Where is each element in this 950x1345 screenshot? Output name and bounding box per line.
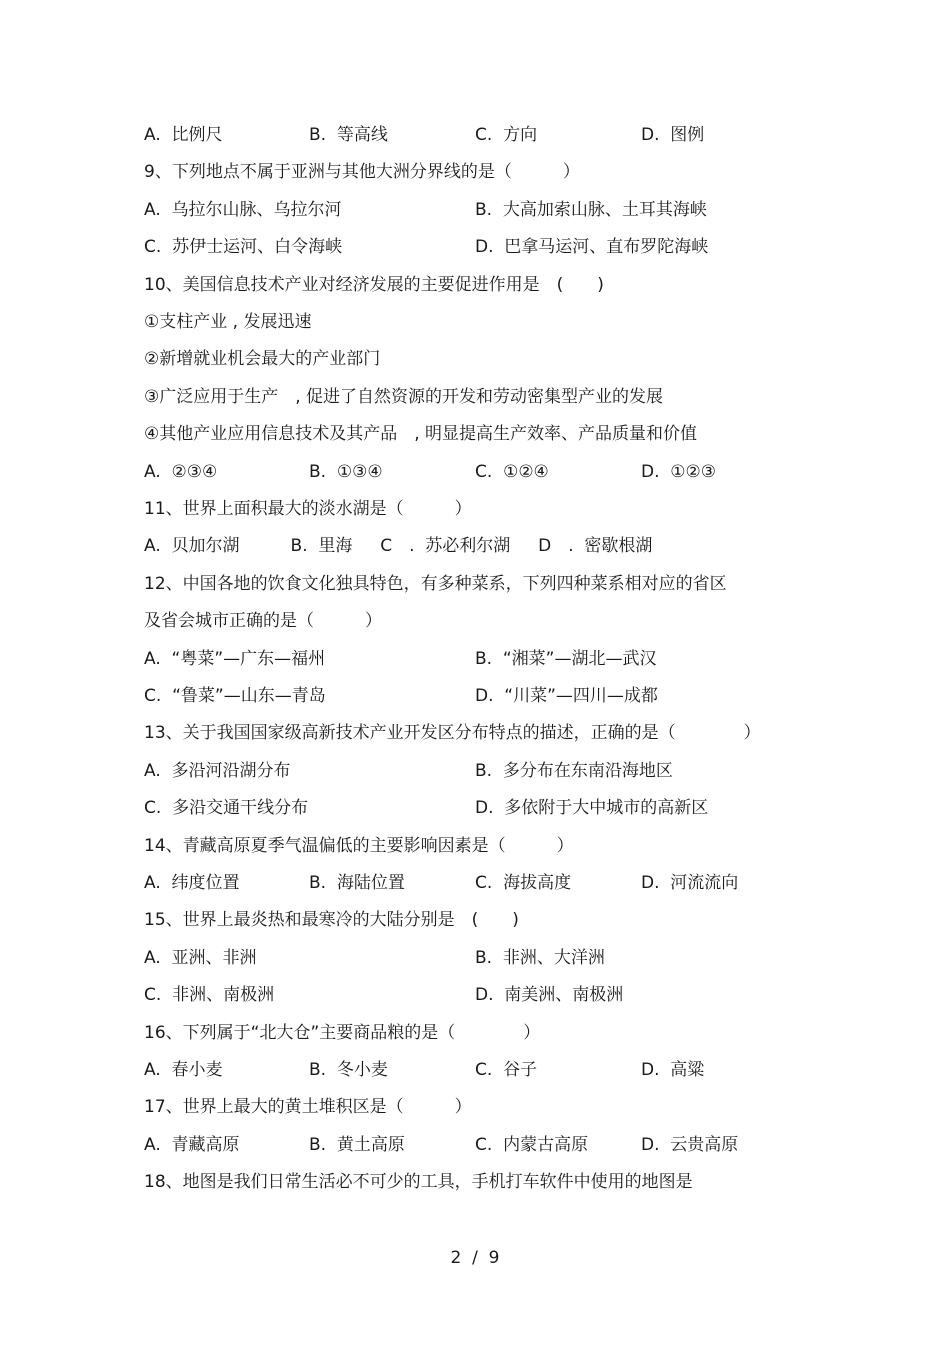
answer-option: A. 比例尺 [144,125,223,145]
answer-option: D. 河流流向 [641,873,739,893]
question-line: 13、关于我国国家级高新技术产业开发区分布特点的描述，正确的是（ ） [144,723,761,743]
answer-option: C. ①②④ [475,462,549,482]
answer-option: A. “粤菜”—广东—福州 [144,649,326,669]
answer-option: D. 多依附于大中城市的高新区 [475,798,709,818]
answer-option: C. 内蒙古高原 [475,1135,589,1155]
answer-option: A. 亚洲、非洲 [144,948,257,968]
answer-option: C. 多沿交通干线分布 [144,798,309,818]
answer-option: A. 多沿河沿湖分布 [144,761,291,781]
page-number: 2 / 9 [450,1248,500,1268]
answer-option: C. 苏伊士运河、白令海峡 [144,237,343,257]
answer-option: C. “鲁菜”—山东—青岛 [144,686,326,706]
answer-option: A. 纬度位置 [144,873,240,893]
answer-option: C. 海拔高度 [475,873,572,893]
answer-option: D. 云贵高原 [641,1135,739,1155]
answer-option: B. 黄土高原 [309,1135,405,1155]
answer-option: B. 非洲、大洋洲 [475,948,605,968]
answer-option: B. 大高加索山脉、土耳其海峡 [475,200,707,220]
answer-option: B. 等高线 [309,125,388,145]
question-line: 12、中国各地的饮食文化独具特色，有多种菜系，下列四种菜系相对应的省区 [144,574,727,594]
question-line: 18、地图是我们日常生活必不可少的工具，手机打车软件中使用的地图是 [144,1172,693,1192]
answer-option: D. 巴拿马运河、直布罗陀海峡 [475,237,709,257]
answer-option: B. 海陆位置 [309,873,405,893]
question-line: 11、世界上面积最大的淡水湖是（ ） [144,499,472,519]
answer-option: B. 多分布在东南沿海地区 [475,761,673,781]
answer-option: B. 冬小麦 [309,1060,388,1080]
question-line: 17、世界上最大的黄土堆积区是（ ） [144,1097,472,1117]
question-line: A. 贝加尔湖 B. 里海 C . 苏必利尔湖 D . 密歇根湖 [144,536,653,556]
question-line: ①支柱产业 , 发展迅速 [144,312,312,332]
answer-option: D. “川菜”—四川—成都 [475,686,658,706]
answer-option: A. ②③④ [144,462,218,482]
question-line: 10、美国信息技术产业对经济发展的主要促进作用是 ( ) [144,275,604,295]
answer-option: B. “湘菜”—湖北—武汉 [475,649,657,669]
question-line: ③广泛应用于生产 , 促进了自然资源的开发和劳动密集型产业的发展 [144,387,664,407]
answer-option: B. ①③④ [309,462,383,482]
question-line: ④其他产业应用信息技术及其产品 , 明显提高生产效率、产品质量和价值 [144,424,698,444]
question-line: ②新增就业机会最大的产业部门 [144,349,381,369]
answer-option: A. 乌拉尔山脉、乌拉尔河 [144,200,342,220]
answer-option: A. 青藏高原 [144,1135,240,1155]
answer-option: D. 南美洲、南极洲 [475,985,624,1005]
question-line: 及省会城市正确的是（ ） [144,611,382,631]
answer-option: A. 春小麦 [144,1060,223,1080]
question-line: 9、下列地点不属于亚洲与其他大洲分界线的是（ ） [144,162,580,182]
answer-option: D. 图例 [641,125,705,145]
answer-option: C. 谷子 [475,1060,538,1080]
question-line: 15、世界上最炎热和最寒冷的大陆分别是 ( ) [144,910,519,930]
answer-option: C. 方向 [475,125,538,145]
question-line: 16、下列属于“北大仓”主要商品粮的是（ ） [144,1023,541,1043]
question-line: 14、青藏高原夏季气温偏低的主要影响因素是（ ） [144,836,574,856]
answer-option: D. 高粱 [641,1060,705,1080]
answer-option: C. 非洲、南极洲 [144,985,275,1005]
answer-option: D. ①②③ [641,462,717,482]
